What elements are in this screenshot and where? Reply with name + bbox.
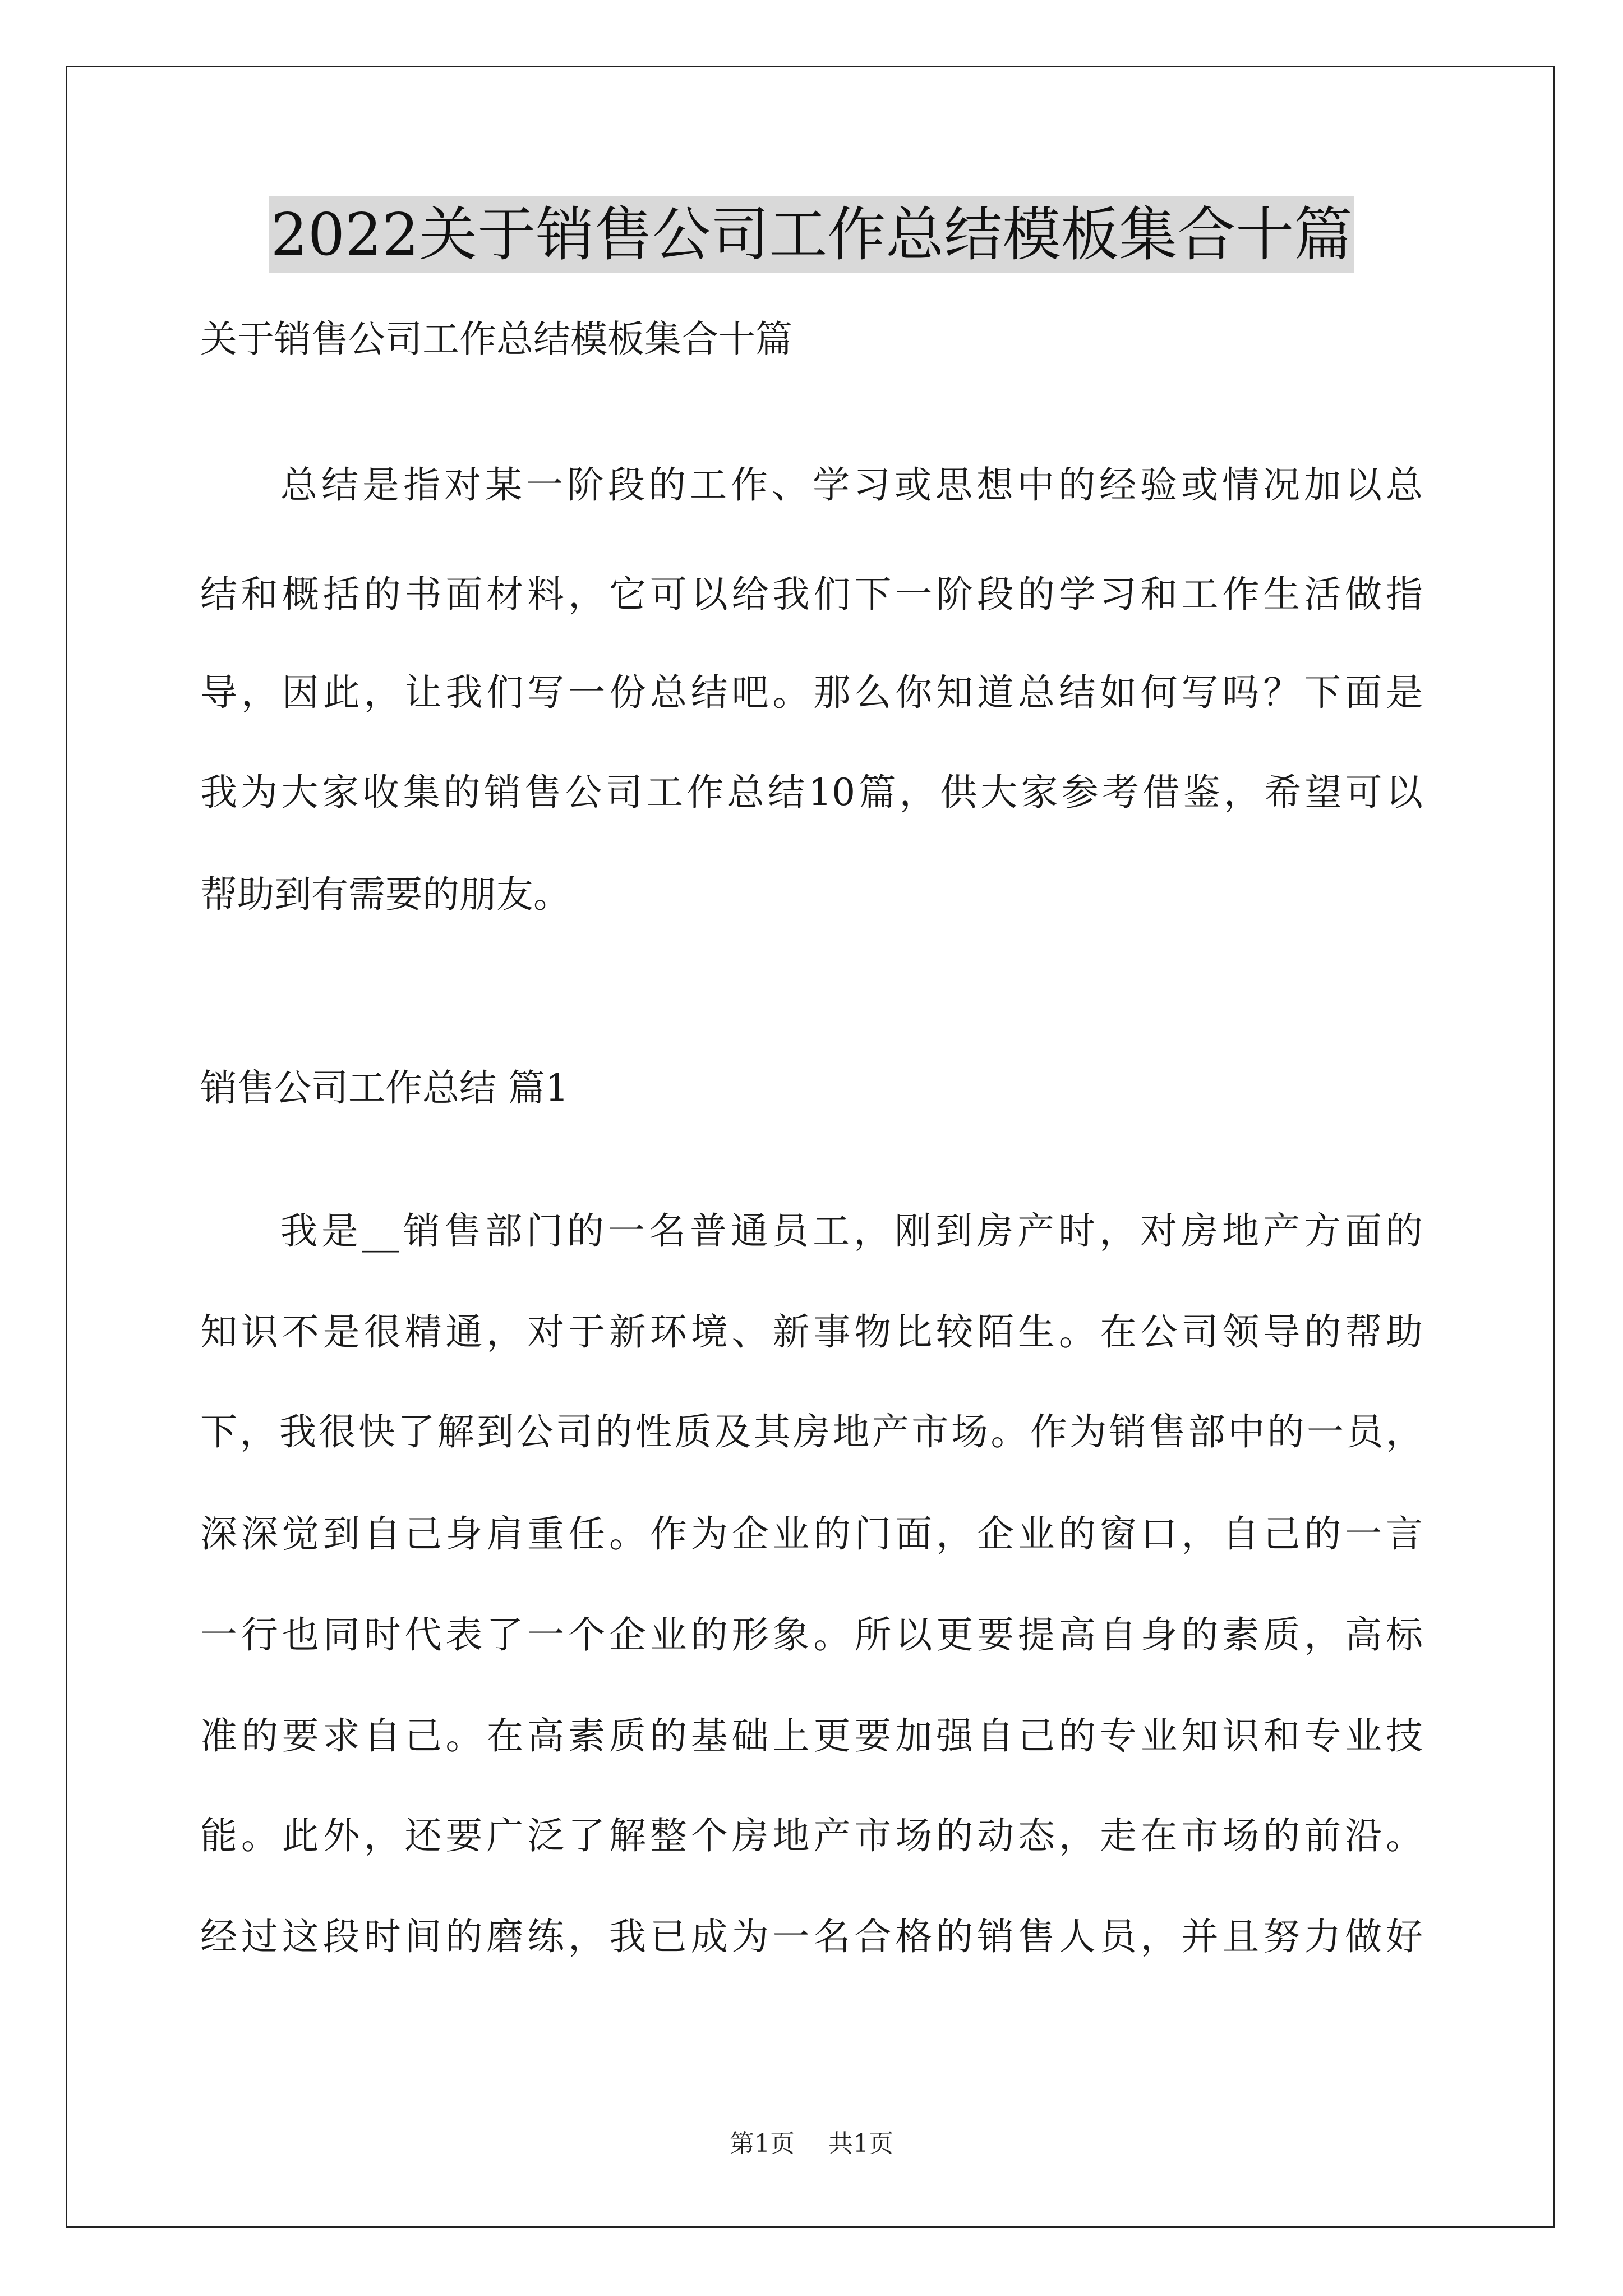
section-line-4: 深深觉到自己身肩重任。作为企业的门面，企业的窗口，自己的一言 xyxy=(200,1512,1423,1556)
intro-line-1: 总结是指对某一阶段的工作、学习或思想中的经验或情况加以总 xyxy=(280,463,1423,507)
section-line-8: 经过这段时间的磨练，我已成为一名合格的销售人员，并且努力做好 xyxy=(200,1915,1423,1958)
section-line-2: 知识不是很精通，对于新环境、新事物比较陌生。在公司领导的帮助 xyxy=(200,1310,1423,1354)
page-footer xyxy=(0,2127,1623,2161)
intro-line-2: 结和概括的书面材料，它可以给我们下一阶段的学习和工作生活做指 xyxy=(200,573,1423,616)
page-number-label: 第1页 xyxy=(730,2129,795,2158)
intro-line-4: 我为大家收集的销售公司工作总结10篇，供大家参考借鉴，希望可以 xyxy=(200,771,1423,814)
page-border xyxy=(66,66,1555,2228)
document-title xyxy=(0,196,1623,273)
document-subtitle: 关于销售公司工作总结模板集合十篇 xyxy=(200,318,792,361)
page-total-label: 共1页 xyxy=(828,2129,893,2158)
section-line-7: 能。此外，还要广泛了解整个房地产市场的动态，走在市场的前沿。 xyxy=(200,1814,1423,1857)
intro-line-5: 帮助到有需要的朋友。 xyxy=(200,873,570,916)
section-line-6: 准的要求自己。在高素质的基础上更要加强自己的专业知识和专业技 xyxy=(200,1714,1423,1757)
section-line-1: 我是__销售部门的一名普通员工，刚到房产时，对房地产方面的 xyxy=(280,1209,1423,1253)
intro-line-3: 导，因此，让我们写一份总结吧。那么你知道总结如何写吗？下面是 xyxy=(200,671,1423,714)
section-line-5: 一行也同时代表了一个企业的形象。所以更要提高自身的素质，高标 xyxy=(200,1613,1423,1657)
section-line-3: 下，我很快了解到公司的性质及其房地产市场。作为销售部中的一员， xyxy=(200,1410,1423,1453)
document-title-text: 2022关于销售公司工作总结模板集合十篇 xyxy=(269,196,1355,273)
section-heading: 销售公司工作总结 篇1 xyxy=(200,1066,569,1110)
